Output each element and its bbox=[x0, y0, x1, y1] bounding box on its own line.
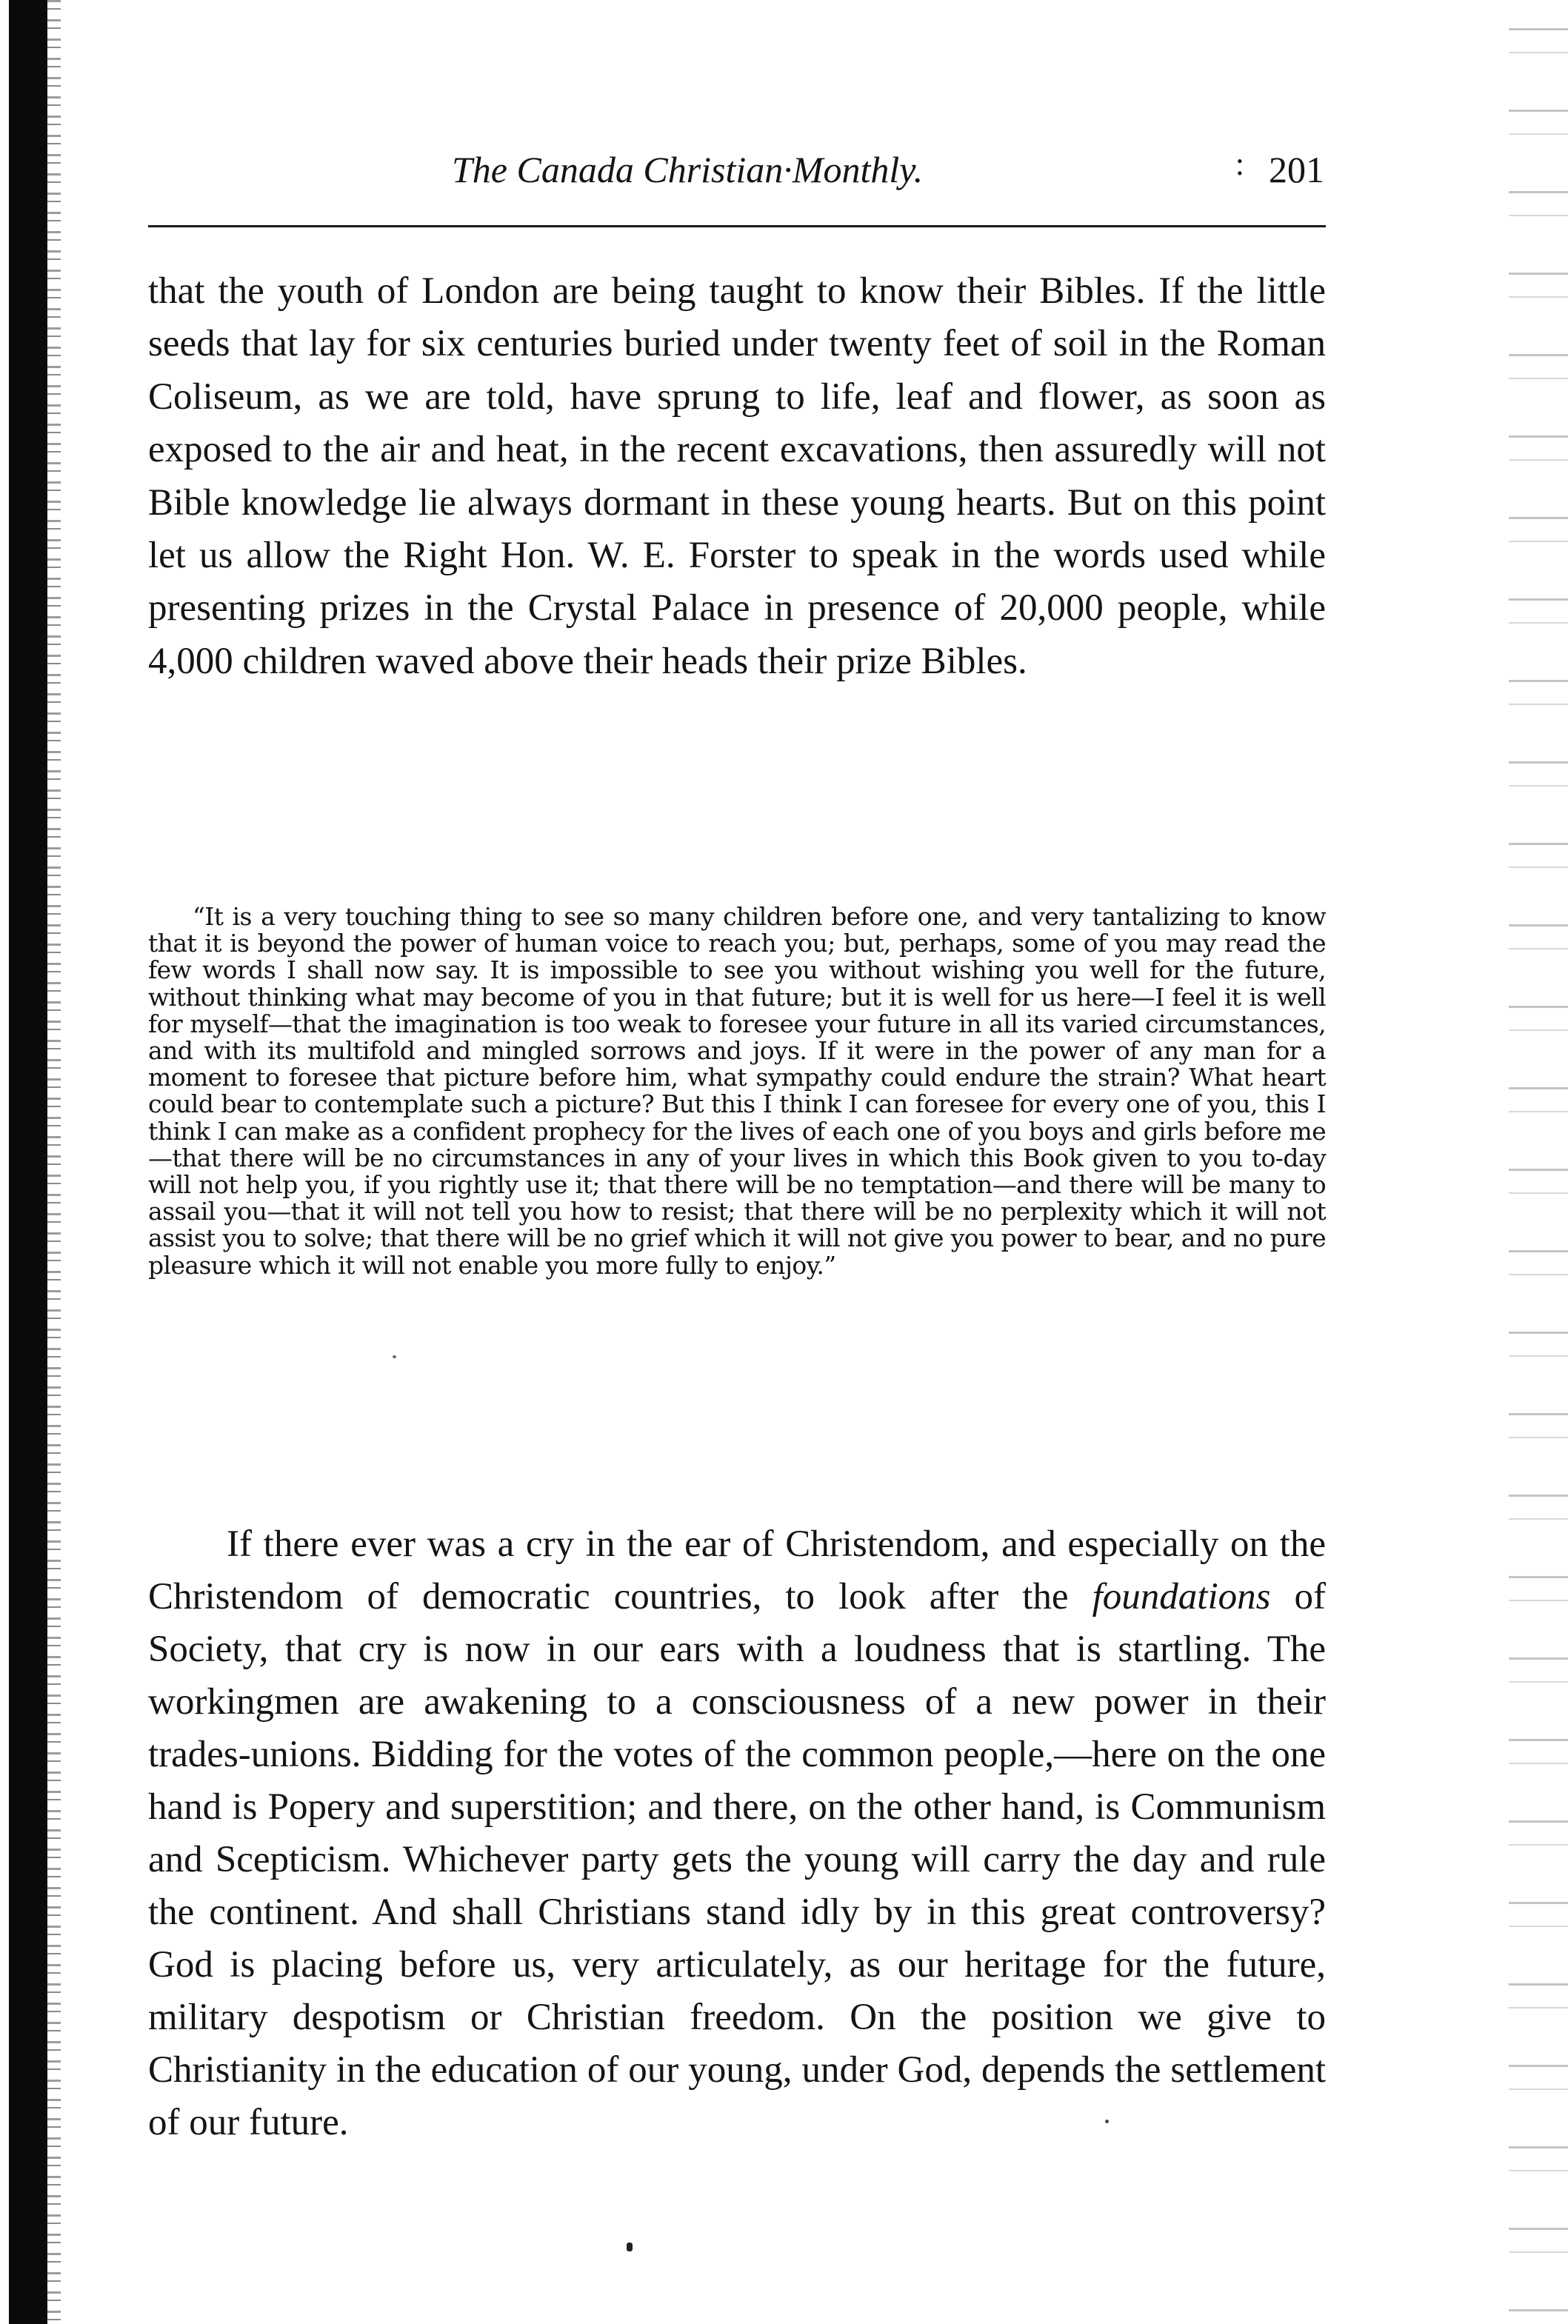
paragraph-1: that the youth of London are being taught to know their Bibles. If the little seeds that lay for six centuries buried under twenty feet of soil in the Roman Coliseum, as we are told, have sprung to life, leaf and flower, as soon as exposed to the air and heat, in the recent excavations, then assuredly will not Bible knowledge lie always dormant in these young hearts. But on this point let us allow the Right Hon. W. E. Forster to speak in the words used while presenting prizes in the Crystal Palace in presence of 20,000 people, while 4,000 children waved above their heads their prize Bibles. bbox=[148, 270, 1326, 682]
colon-mark: : bbox=[1235, 146, 1244, 182]
paragraph-2 bbox=[148, 1518, 1326, 2149]
page-edge-noise bbox=[1509, 0, 1568, 2324]
paragraph-2-emphasis: foundations bbox=[1092, 1576, 1271, 1617]
journal-title: The Canada Christian·Monthly. bbox=[452, 149, 924, 190]
document-page bbox=[148, 146, 1326, 2143]
header-rule bbox=[148, 225, 1326, 227]
binding-edge bbox=[47, 0, 61, 2324]
paragraph-2-text-a: If there ever was a cry in the ear of Christendom, and especially on the Christendom of democratic countries, to look after the bbox=[148, 1523, 1326, 1617]
ink-speck bbox=[393, 1355, 396, 1358]
paragraph-2-text-b: of Society, that cry is now in our ears with a loudness that is startling. The workingmen are awakening to a consciousness of a new power in their trades-unions. Bidding for the votes of the common people,—here on the one hand is Popery and superstition; and there, on the other hand, is Communism and Scepticism. Whichever party gets the young will carry the day and rule the continent. And shall Christians stand idly by in this great controversy? God is placing before us, very articulately, as our heritage for the future, military despotism or Christian freedom. On the position we give to Christianity in the education of our young, under God, depends the settlement of our future. bbox=[148, 1576, 1326, 2143]
forster-quotation: “It is a very touching thing to see so many children before one, and very tantalizing to know that it is beyond the power of human voice to reach you; but, perhaps, some of you may read the few words I shall now say. It is impossible to see you without wishing you well for the future, without thinking what may become of you in that future; but it is well for us here—I feel it is well for myself—that the imagination is too weak to foresee your future in all its varied circumstances, and with its multifold and mingled sorrows and joys. If it were in the power of any man for a moment to foresee that picture before him, what sympathy could endure the strain? What heart could bear to contemplate such a picture? But this I think I can foresee for every one of you, this I think I can make as a confident prophecy for the lives of each one of you boys and girls before me—that there will be no circumstances in any of your lives in which this Book given to you to-day will not help you, if you rightly use it; that there will be no temptation—and there will be many to assail you—that it will not tell you how to resist; that there will be no perplexity which it will not assist you to solve; that there will be no grief which it will not give you power to bear, and no pure pleasure which it will not enable you more fully to enjoy.” bbox=[148, 902, 1326, 1280]
binding-shadow bbox=[9, 0, 47, 2324]
running-head bbox=[148, 148, 1326, 215]
page-number: 201 bbox=[1269, 149, 1324, 190]
ink-speck bbox=[1105, 2120, 1109, 2123]
ink-speck bbox=[627, 2243, 633, 2251]
